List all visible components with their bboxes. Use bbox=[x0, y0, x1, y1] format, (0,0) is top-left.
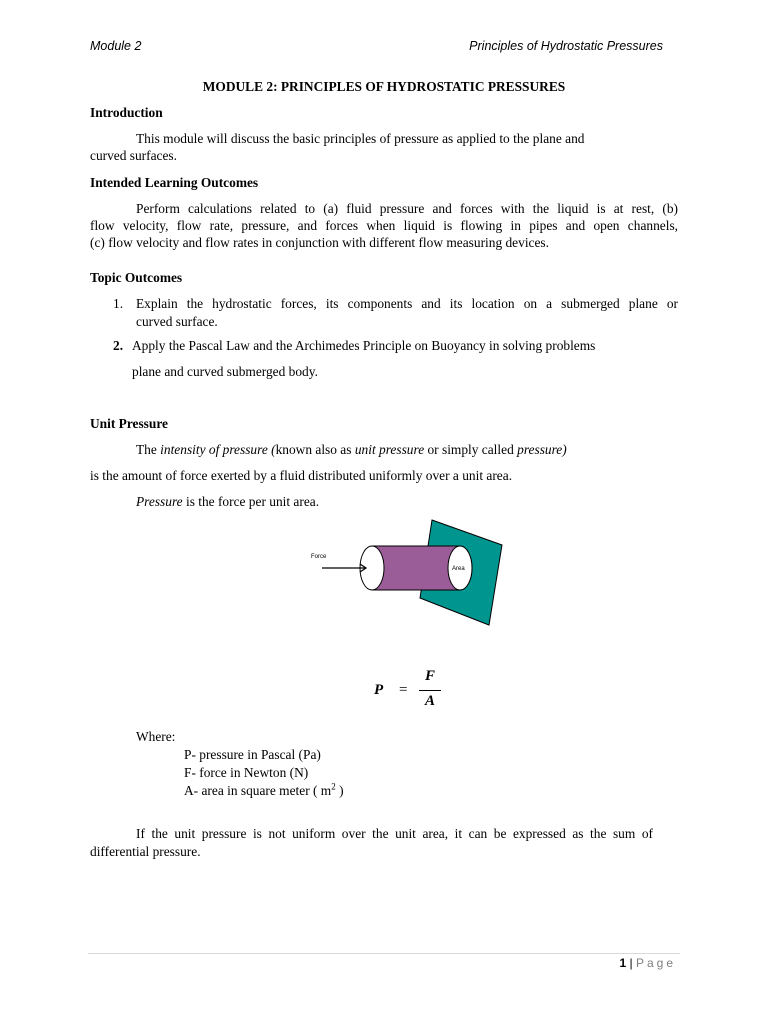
text-run: is the force per unit area. bbox=[182, 494, 320, 509]
formula-numerator: F bbox=[424, 668, 435, 684]
pressure-figure bbox=[300, 512, 520, 627]
pressure-definition bbox=[136, 493, 319, 510]
introduction-line: This module will discuss the basic principles of pressure as applied to the plane and bbox=[136, 131, 585, 146]
document-title: MODULE 2: PRINCIPLES OF HYDROSTATIC PRESSURES bbox=[202, 79, 566, 94]
topic-outcomes-heading: Topic Outcomes bbox=[90, 270, 183, 285]
page-separator: | bbox=[629, 956, 633, 970]
page-label: Page bbox=[635, 956, 676, 970]
text-run: known also as bbox=[275, 442, 355, 457]
formula-lhs: P bbox=[374, 682, 384, 698]
ilo-line: flow velocity, flow rate, pressure, and forces when liquid is flowing in pipes and open channels, bbox=[90, 218, 678, 233]
closing-line: differential pressure. bbox=[90, 844, 201, 859]
formula-equals: = bbox=[399, 682, 408, 698]
definition-pressure: P- pressure in Pascal (Pa) bbox=[184, 747, 321, 762]
force-label: Force bbox=[311, 554, 327, 560]
ilo-line: Perform calculations related to (a) fluid pressure and forces with the liquid is at rest, (b) bbox=[136, 201, 678, 216]
list-number: 2. bbox=[113, 338, 124, 353]
text-run-italic: pressure) bbox=[517, 442, 567, 457]
unit-pressure-line: is the amount of force exerted by a fluid distributed uniformly over a unit area. bbox=[90, 468, 513, 483]
text-run-italic: Pressure bbox=[136, 494, 183, 509]
list-item: Explain the hydrostatic forces, its components and its location on a submerged plane or bbox=[136, 296, 678, 311]
introduction-line: curved surfaces. bbox=[90, 148, 177, 163]
text-run-italic: intensity of pressure ( bbox=[160, 442, 276, 457]
header-module: Module 2 bbox=[90, 39, 142, 53]
list-number: 1. bbox=[113, 296, 124, 311]
list-item: plane and curved submerged body. bbox=[132, 364, 318, 379]
text-run: The bbox=[136, 442, 161, 457]
text-run: A- area in square meter ( m bbox=[184, 783, 332, 798]
list-item: curved surface. bbox=[136, 314, 218, 329]
page-number: 1 bbox=[619, 956, 627, 970]
page-footer bbox=[619, 956, 676, 970]
text-run-italic: unit pressure bbox=[354, 442, 425, 457]
superscript: 2 bbox=[331, 781, 336, 792]
closing-line: If the unit pressure is not uniform over the unit area, it can be expressed as the sum of bbox=[136, 826, 653, 841]
unit-pressure-heading: Unit Pressure bbox=[90, 416, 168, 431]
definition-force: F- force in Newton (N) bbox=[184, 765, 309, 780]
formula-denominator: A bbox=[424, 693, 435, 709]
footer-rule bbox=[88, 953, 680, 954]
list-item: Apply the Pascal Law and the Archimedes Principle on Buoyancy in solving problems bbox=[132, 338, 596, 353]
definition-area bbox=[184, 782, 344, 799]
fraction-bar bbox=[419, 690, 441, 691]
area-label: Area bbox=[452, 566, 465, 572]
unit-pressure-paragraph bbox=[136, 441, 567, 458]
ilo-line: (c) flow velocity and flow rates in conjunction with different flow measuring devices. bbox=[90, 235, 549, 250]
header-title: Principles of Hydrostatic Pressures bbox=[469, 39, 663, 53]
where-label: Where: bbox=[136, 729, 176, 744]
text-run: ) bbox=[335, 783, 344, 798]
text-run: or simply called bbox=[424, 442, 518, 457]
ilo-heading: Intended Learning Outcomes bbox=[90, 175, 259, 190]
introduction-heading: Introduction bbox=[90, 105, 163, 120]
